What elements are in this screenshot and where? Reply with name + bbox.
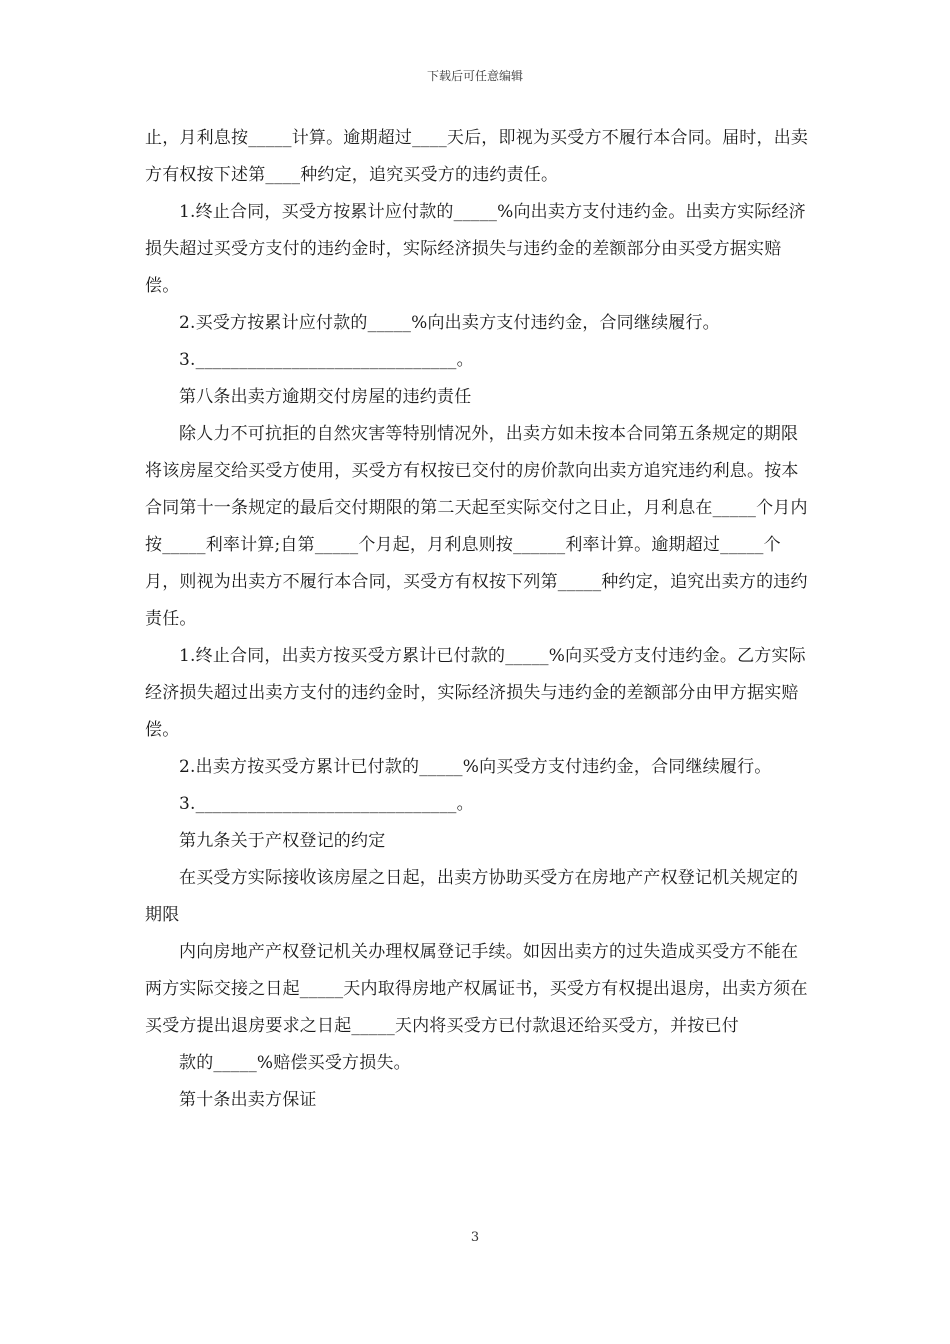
paragraph: 1.终止合同，买受方按累计应付款的_____%向出卖方支付违约金。出卖方实际经济损失超过买受方支付的违约金时，实际经济损失与违约金的差额部分由买受方据实赔偿。	[145, 202, 806, 296]
paragraph: 3.______________________________。	[179, 794, 474, 814]
paragraph: 2.出卖方按买受方累计已付款的_____%向买受方支付违约金，合同继续履行。	[179, 757, 772, 777]
paragraph: 内向房地产产权登记机关办理权属登记手续。如因出卖方的过失造成买受方不能在两方实际交接之日起_____天内取得房地产权属证书，买受方有权提出退房，出卖方须在买受方提出退房要求之日起_____天内将买受方已付款退还给买受方，并按已付	[145, 942, 808, 1036]
section-heading: 第十条出卖方保证	[179, 1090, 317, 1110]
section-heading: 第九条关于产权登记的约定	[179, 831, 386, 851]
paragraph: 2.买受方按累计应付款的_____%向出卖方支付违约金，合同继续履行。	[179, 313, 720, 333]
paragraph: 除人力不可抗拒的自然灾害等特别情况外，出卖方如未按本合同第五条规定的期限将该房屋交给买受方使用，买受方有权按已交付的房价款向出卖方追究违约利息。按本合同第十一条规定的最后交付期限的第二天起至实际交付之日止，月利息在_____个月内按_____利率计算;自第_____个月起，月利息则按______利率计算。逾期超过_____个月，则视为出卖方不履行本合同，买受方有权按下列第_____种约定，追究出卖方的违约责任。	[145, 424, 808, 629]
page-header: 下载后可任意编辑	[426, 69, 523, 83]
document-body	[145, 120, 815, 1119]
section-heading: 第八条出卖方逾期交付房屋的违约责任	[179, 387, 472, 407]
page-number: 3	[470, 1230, 480, 1245]
paragraph: 止，月利息按_____计算。逾期超过____天后，即视为买受方不履行本合同。届时，出卖方有权按下述第____种约定，追究买受方的违约责任。	[145, 128, 809, 185]
paragraph: 款的_____%赔偿买受方损失。	[179, 1053, 411, 1073]
paragraph: 3.______________________________。	[179, 350, 474, 370]
paragraph: 1.终止合同，出卖方按买受方累计已付款的_____%向买受方支付违约金。乙方实际经济损失超过出卖方支付的违约金时，实际经济损失与违约金的差额部分由甲方据实赔偿。	[145, 646, 806, 740]
paragraph: 在买受方实际接收该房屋之日起，出卖方协助买受方在房地产产权登记机关规定的期限	[145, 868, 799, 925]
